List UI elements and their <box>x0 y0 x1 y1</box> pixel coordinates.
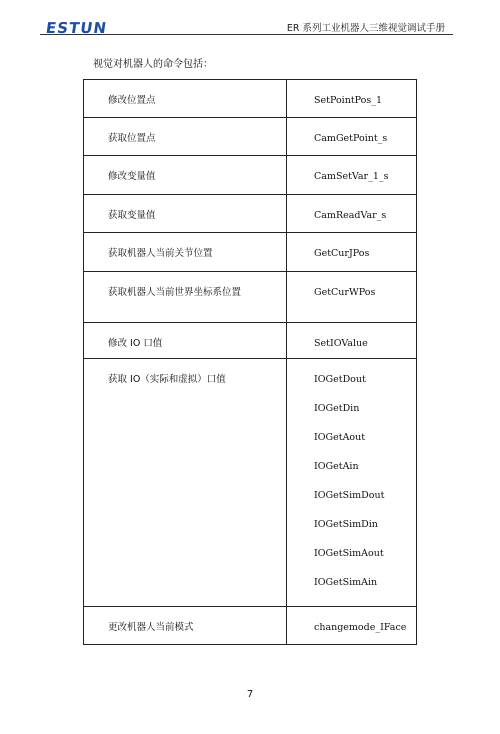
command-code-cell <box>287 156 417 195</box>
command-code: IOGetAin <box>314 461 359 472</box>
command-code-cell <box>287 80 417 118</box>
command-code: IOGetDout <box>314 374 366 385</box>
page-header <box>40 12 453 35</box>
command-description: 获取机器人当前世界坐标系位置 <box>84 272 287 323</box>
command-description: 修改 IO 口值 <box>84 323 287 359</box>
command-code: SetPointPos_1 <box>314 95 383 106</box>
table-row <box>84 607 417 645</box>
command-code-cell <box>287 195 417 233</box>
command-code: IOGetSimAout <box>314 548 384 559</box>
command-code: IOGetAout <box>314 432 366 443</box>
command-code: IOGetSimDin <box>314 519 378 530</box>
table-row <box>84 80 417 118</box>
command-table <box>83 79 417 645</box>
command-code: IOGetSimDout <box>314 490 385 501</box>
command-code: GetCurWPos <box>314 287 376 298</box>
command-code-cell <box>287 607 417 645</box>
intro-text: 视觉对机器人的命令包括： <box>93 59 213 70</box>
command-description: 更改机器人当前模式 <box>84 607 287 645</box>
company-logo: ESTUN <box>44 19 109 37</box>
document-title: ER 系列工业机器人三维视觉调试手册 <box>286 23 445 34</box>
table-row <box>84 359 417 607</box>
table-row <box>84 323 417 359</box>
command-code-cell <box>287 323 417 359</box>
command-description: 修改位置点 <box>84 80 287 118</box>
command-code: GetCurJPos <box>314 248 370 259</box>
command-code: CamReadVar_s <box>314 210 387 221</box>
command-code-cell <box>287 359 417 607</box>
command-code: IOGetDin <box>314 403 360 414</box>
table-row <box>84 272 417 323</box>
command-description: 获取变量值 <box>84 195 287 233</box>
table-row <box>84 156 417 195</box>
command-description: 获取位置点 <box>84 118 287 156</box>
table-row <box>84 233 417 272</box>
command-description: 获取机器人当前关节位置 <box>84 233 287 272</box>
table-row <box>84 195 417 233</box>
command-code-cell <box>287 118 417 156</box>
command-code: CamSetVar_1_s <box>314 171 389 182</box>
table-row <box>84 118 417 156</box>
command-description: 修改变量值 <box>84 156 287 195</box>
command-description: 获取 IO（实际和虚拟）口值 <box>84 359 287 607</box>
command-code-cell <box>287 233 417 272</box>
page-number: 7 <box>246 689 254 700</box>
command-code: CamGetPoint_s <box>314 133 388 144</box>
command-code: IOGetSimAin <box>314 577 378 588</box>
command-code-cell <box>287 272 417 323</box>
command-code: changemode_IFace <box>314 622 407 633</box>
command-code: SetIOValue <box>314 338 368 349</box>
